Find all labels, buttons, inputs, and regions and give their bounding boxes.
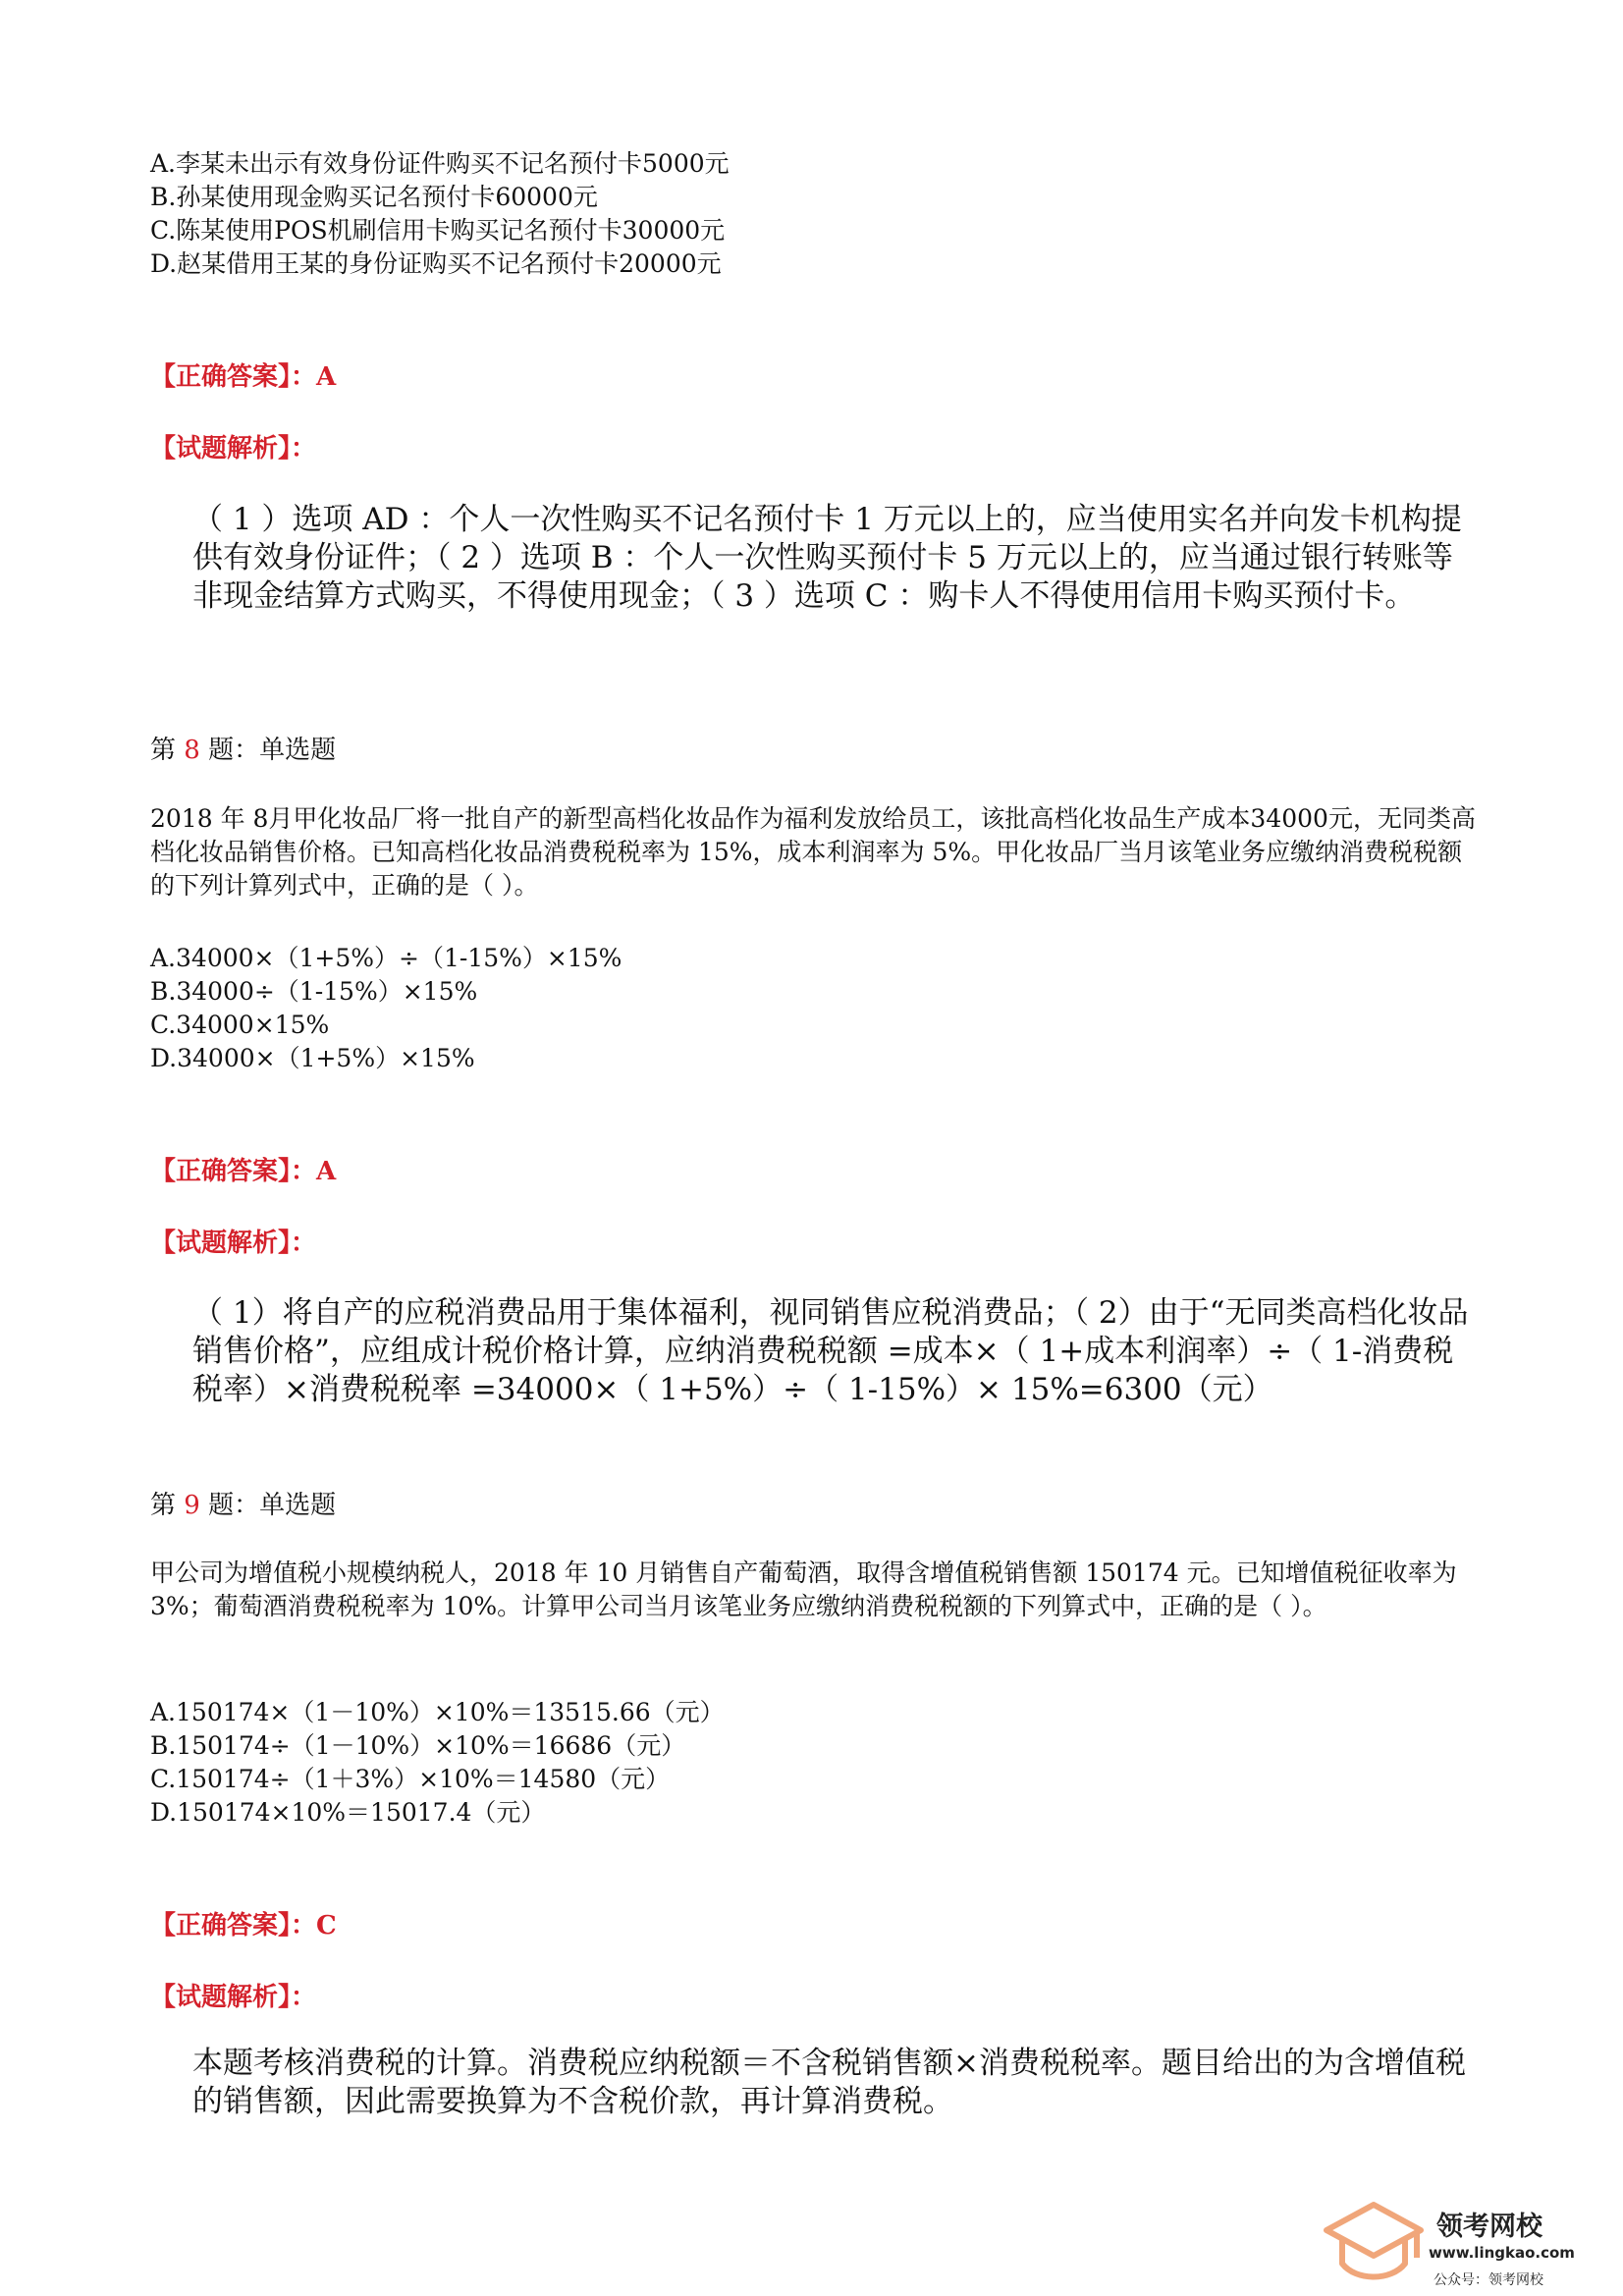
q8-option-c: C.34000×15% [150, 1011, 330, 1039]
answer-value: A [316, 1157, 337, 1186]
q8-answer [150, 1151, 336, 1187]
q7-option-a: A.李某未出示有效身份证件购买不记名预付卡5000元 [150, 149, 730, 178]
brand-wechat: 公众号：领考网校 [1434, 2272, 1543, 2288]
heading-prefix: 第 [150, 736, 185, 765]
q8-option-a: A.34000×（1+5%）÷（1-15%）×15% [150, 944, 622, 972]
heading-prefix: 第 [150, 1491, 185, 1520]
q8-heading [150, 730, 336, 766]
footer-logo [1321, 2195, 1615, 2293]
q9-option-c: C.150174÷（1＋3%）×10%＝14580（元） [150, 1765, 671, 1793]
q8-stem: 2018 年 8月甲化妆品厂将一批自产的新型高档化妆品作为福利发放给员工，该批高档化妆品生产成本34000元，无同类高档化妆品销售价格。已知高档化妆品消费税税率为 15%，成本利润率为 5%。甲化妆品厂当月该笔业务应缴纳消费税税额的下列计算列式中，正确的是（ ）。 [150, 804, 1476, 900]
answer-label: 【正确答案】： [150, 1157, 317, 1186]
q7-option-d: D.赵某借用王某的身份证购买不记名预付卡20000元 [150, 249, 722, 278]
q7-answer [150, 356, 336, 393]
heading-suffix: 题：单选题 [199, 1491, 337, 1520]
graduation-cap-icon [1321, 2199, 1427, 2287]
question-number: 8 [184, 736, 200, 765]
question-number: 9 [184, 1491, 200, 1520]
q8-analysis-text: （ 1）将自产的应税消费品用于集体福利，视同销售应税消费品；（ 2）由于“无同类高档化妆品销售价格”，应组成计税价格计算，应纳消费税税额 =成本×（ 1+成本利润率）÷（ 1-消费税税率）×消费税税率 =34000×（ 1+5%）÷（ 1-15%）× 15%=6300（元） [192, 1295, 1469, 1407]
q7-option-b: B.孙某使用现金购买记名预付卡60000元 [150, 183, 598, 211]
answer-value: C [316, 1911, 337, 1941]
q9-answer [150, 1905, 337, 1941]
q7-analysis-text: （ 1 ）选项 AD ：个人一次性购买不记名预付卡 1 万元以上的，应当使用实名并向发卡机构提供有效身份证件；（ 2 ）选项 B ：个人一次性购买预付卡 5 万元以上的，应当通过银行转账等非现金结算方式购买，不得使用现金；（ 3 ）选项 C ：购卡人不得使用信用卡购买预付卡。 [192, 502, 1462, 614]
q9-option-a: A.150174×（1－10%）×10%＝13515.66（元） [150, 1698, 725, 1726]
brand-name: 领考网校 [1436, 2212, 1542, 2242]
q9-analysis-text: 本题考核消费税的计算。消费税应纳税额＝不含税销售额×消费税税率。题目给出的为含增值税的销售额，因此需要换算为不含税价款，再计算消费税。 [192, 2046, 1466, 2119]
q9-option-b: B.150174÷（1－10%）×10%＝16686（元） [150, 1731, 686, 1760]
heading-suffix: 题：单选题 [199, 736, 337, 765]
q9-analysis-label: 【试题解析】： [150, 1983, 317, 2012]
q8-option-b: B.34000÷（1-15%）×15% [150, 977, 478, 1006]
q8-option-d: D.34000×（1+5%）×15% [150, 1044, 475, 1072]
answer-label: 【正确答案】： [150, 1911, 317, 1941]
q9-stem: 甲公司为增值税小规模纳税人，2018 年 10 月销售自产葡萄酒，取得含增值税销售额 150174 元。已知增值税征收率为 3%；葡萄酒消费税税率为 10%。计算甲公司当月该笔业务应缴纳消费税税额的下列算式中，正确的是（ ）。 [150, 1558, 1457, 1620]
q9-option-d: D.150174×10%＝15017.4（元） [150, 1798, 546, 1827]
q9-heading [150, 1485, 336, 1521]
answer-label: 【正确答案】： [150, 362, 317, 392]
answer-value: A [316, 362, 337, 392]
q8-analysis-label: 【试题解析】： [150, 1229, 317, 1258]
brand-url: www.lingkao.com [1429, 2244, 1575, 2262]
q7-option-c: C.陈某使用POS机刷信用卡购买记名预付卡30000元 [150, 216, 726, 245]
q7-analysis-label: 【试题解析】： [150, 434, 317, 464]
